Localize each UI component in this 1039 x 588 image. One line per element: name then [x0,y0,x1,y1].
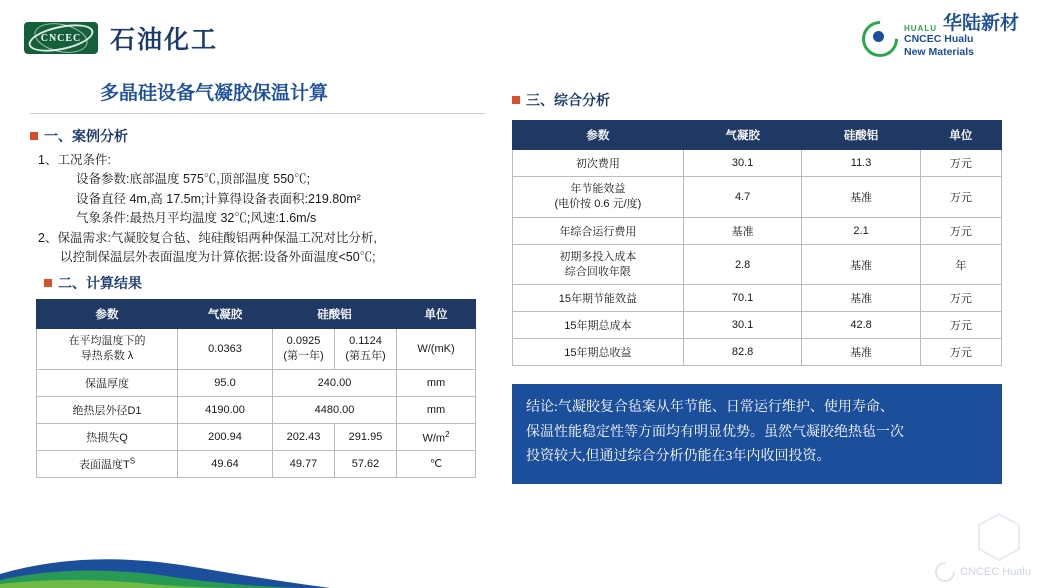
cell-param: 热损失Q [37,423,178,450]
col-silicate: 硅酸铝 [802,121,920,150]
cell-unit: 万元 [920,285,1001,312]
cell-silicate: 基准 [802,285,920,312]
section1-item2-line2: 以控制保温层外表面温度为计算依据:设备外面温度<50℃; [60,249,376,264]
table-row [513,285,1002,312]
section-heading-1-label: 一、案例分析 [44,128,128,144]
cell-param: 绝热层外径D1 [37,396,178,423]
cell-silicate-y5 [335,329,397,370]
footer-swoosh-icon [0,554,330,588]
cell-unit: mm [397,369,476,396]
col-param: 参数 [37,300,178,329]
watermark-ring-icon [931,558,959,586]
square-bullet-icon [30,132,38,140]
calculation-results-table [36,299,476,478]
section1-line-1: 设备直径 4m,高 17.5m;计算得设备表面积:219.80m² [76,191,361,206]
section1-item1: 1、工况条件: [38,153,111,167]
square-bullet-icon [512,96,520,104]
param-line2: (电价按 0.6 元/度) [554,197,642,210]
cell-aerogel: 30.1 [683,312,801,339]
conclusion-line-3: 投资较大,但通过综合分析仍能在3年内收回投资。 [526,449,831,465]
cell-unit: 万元 [920,150,1001,177]
cell-unit: W/(mK) [397,329,476,370]
table-row [513,217,1002,244]
hualu-title-cn: 华陆新材 [942,13,1019,34]
conclusion-line-1: 结论:气凝胶复合毡案从年节能、日常运行维护、使用寿命、 [526,400,894,416]
section-heading-3 [512,90,1012,110]
cell-unit: mm [397,396,476,423]
cell-param [513,177,684,218]
cell-param [37,450,178,477]
table-row [37,329,476,370]
section1-line-2: 气象条件:最热月平均温度 32℃;风速:1.6m/s [76,211,317,226]
cell-aerogel: 0.0363 [178,329,273,370]
cell-param [37,329,178,370]
value: 0.0925 [286,335,321,348]
col-aerogel: 气凝胶 [178,300,273,329]
square-bullet-icon [44,279,52,287]
hexagon-watermark-icon [977,512,1021,562]
table-row [513,150,1002,177]
cell-silicate: 基准 [802,244,920,285]
hualu-logo-row [904,14,1019,33]
section-heading-2 [44,273,485,293]
cell-aerogel: 82.8 [683,339,801,366]
cell-aerogel: 基准 [683,217,801,244]
table-row [513,177,1002,218]
col-silicate: 硅酸铝 [273,300,397,329]
cell-aerogel: 4.7 [683,177,801,218]
section1-line-0: 设备参数:底部温度 575℃,顶部温度 550℃; [76,172,311,187]
cell-param: 15年期总成本 [513,312,684,339]
conclusion-box [512,384,1002,484]
comprehensive-analysis-table [512,120,1002,366]
page-title: 多晶硅设备气凝胶保温计算 [30,78,485,114]
table-row [37,396,476,423]
cell-silicate-merged: 4480.00 [273,396,397,423]
col-unit: 单位 [397,300,476,329]
cell-param [513,244,684,285]
cell-silicate-y1 [273,329,335,370]
hualu-en-line1: CNCEC Hualu [903,33,974,45]
table-header-row [513,121,1002,150]
param-line1: 年节能效益 [570,183,626,195]
cell-silicate-y5: 57.62 [335,450,397,477]
section-heading-3-label: 三、综合分析 [526,92,610,108]
cell-aerogel: 70.1 [683,285,801,312]
cell-param: 保温厚度 [37,369,178,396]
cell-silicate-merged: 240.00 [273,369,397,396]
cncec-logo [24,20,218,56]
table-row [513,339,1002,366]
dot-icon [873,31,884,42]
left-column [30,78,485,478]
cell-unit: ℃ [397,450,476,477]
section-heading-1 [30,126,485,146]
watermark-label: CNCEC Hualu [960,566,1031,578]
param-line1: 在平均温度下的 [68,335,146,348]
cell-unit: 万元 [920,217,1001,244]
param-line2: 导热系数 λ [80,350,134,363]
year-note: (第五年) [345,350,386,363]
cell-unit: $W/m^2$ [397,423,476,450]
cell-unit: 万元 [920,312,1001,339]
cncec-logo-text: CNCEC [40,32,82,44]
table-header-row [37,300,476,329]
param-line1: 初期多投入成本 [559,250,637,263]
param-subscript: S [129,456,136,466]
slide-header [0,0,1039,68]
section-heading-2-label: 二、计算结果 [58,275,142,292]
cell-aerogel: 2.8 [683,244,801,285]
cell-aerogel: 4190.00 [178,396,273,423]
cell-silicate: 基准 [802,177,920,218]
cell-silicate: 11.3 [802,150,920,177]
cell-param: 15年期节能效益 [513,285,684,312]
value: 0.1124 [349,335,382,348]
cell-param: 年综合运行费用 [513,217,684,244]
cell-silicate: 基准 [802,339,920,366]
cell-unit: 万元 [920,339,1001,366]
col-aerogel: 气凝胶 [683,121,801,150]
year-note: (第一年) [283,350,324,363]
cell-silicate-y1: 202.43 [273,423,335,450]
hualu-logo-icon [860,19,896,55]
cell-silicate: 42.8 [802,312,920,339]
hualu-abbr: HUALU [903,24,937,33]
hualu-logo [860,14,1019,59]
cncec-logo-icon [24,22,98,54]
cell-aerogel: 30.1 [683,150,801,177]
cell-aerogel: 49.64 [178,450,273,477]
cell-unit: 年 [920,244,1001,285]
hualu-logo-text-block [904,14,1019,59]
cell-silicate: 2.1 [802,217,920,244]
cell-silicate-y1: 49.77 [273,450,335,477]
watermark [935,562,1031,582]
cell-aerogel: 200.94 [178,423,273,450]
section1-item2-line1: 2、保温需求:气凝胶复合毡、纯硅酸铝两种保温工况对比分析, [38,230,377,245]
unit-exponent: 2 [445,429,450,439]
table-row [513,244,1002,285]
right-column [512,84,1012,484]
conclusion-line-2: 保温性能稳定性等方面均有明显优势。虽然气凝胶绝热毡一次 [526,424,904,440]
table-row [37,450,476,477]
table-row [513,312,1002,339]
footer-decoration [0,554,330,588]
param-text: 表面温度T [78,458,130,471]
cell-silicate-y5: 291.95 [335,423,397,450]
col-unit: 单位 [920,121,1001,150]
table-row [37,423,476,450]
hualu-en-line2: New Materials [903,46,975,59]
cell-param: 初次费用 [513,150,684,177]
col-param: 参数 [513,121,684,150]
cell-aerogel: 95.0 [178,369,273,396]
param-line2: 综合回收年限 [564,265,631,278]
table-row [37,369,476,396]
brand-title: 石油化工 [110,27,219,54]
cell-unit: 万元 [920,177,1001,218]
cell-param: 15年期总收益 [513,339,684,366]
